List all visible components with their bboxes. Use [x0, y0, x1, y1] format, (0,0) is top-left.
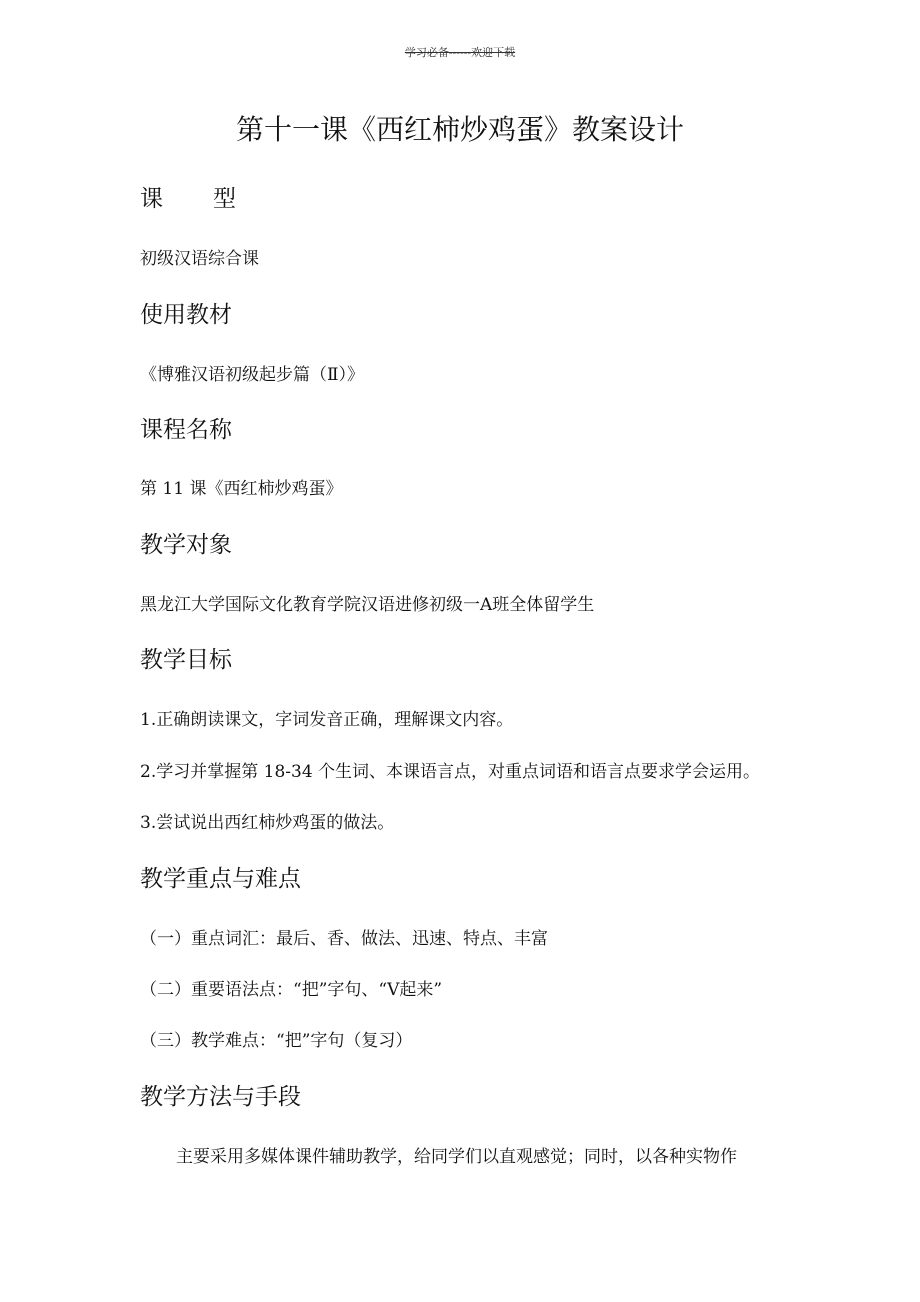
heading-objectives: 教学目标 — [140, 647, 232, 673]
key-point-item: （一）重点词汇：最后、香、做法、迅速、特点、丰富 — [140, 929, 548, 949]
document-title: 第十一课《西红柿炒鸡蛋》教案设计 — [235, 113, 684, 146]
audience-text: 黑龙江大学国际文化教育学院汉语进修初级一A班全体留学生 — [140, 595, 595, 615]
header-note: 学习必备------欢迎下载 — [404, 46, 516, 59]
textbook-text: 《博雅汉语初级起步篇（Ⅱ）》 — [140, 365, 365, 385]
methods-text: 主要采用多媒体课件辅助教学，给同学们以直观感觉；同时，以各种实物作 — [176, 1147, 737, 1167]
course-type-text: 初级汉语综合课 — [140, 249, 259, 269]
heading-audience: 教学对象 — [140, 532, 232, 558]
objective-item: 2.学习并掌握第 18-34 个生词、本课语言点，对重点词语和语言点要求学会运用。 — [140, 762, 761, 782]
heading-key-points: 教学重点与难点 — [140, 866, 301, 892]
heading-textbook: 使用教材 — [140, 302, 232, 328]
key-point-item: （二）重要语法点：“把”字句、“V起来” — [140, 980, 443, 1000]
heading-methods: 教学方法与手段 — [140, 1084, 301, 1110]
heading-course-type: 课型 — [140, 186, 286, 212]
objective-item: 3.尝试说出西红柿炒鸡蛋的做法。 — [140, 813, 395, 833]
objective-item: 1.正确朗读课文，字词发音正确，理解课文内容。 — [140, 710, 514, 730]
course-name-text: 第 11 课《西红柿炒鸡蛋》 — [140, 479, 343, 499]
key-point-item: （三）教学难点：“把”字句（复习） — [140, 1031, 413, 1051]
heading-course-name: 课程名称 — [140, 417, 232, 443]
